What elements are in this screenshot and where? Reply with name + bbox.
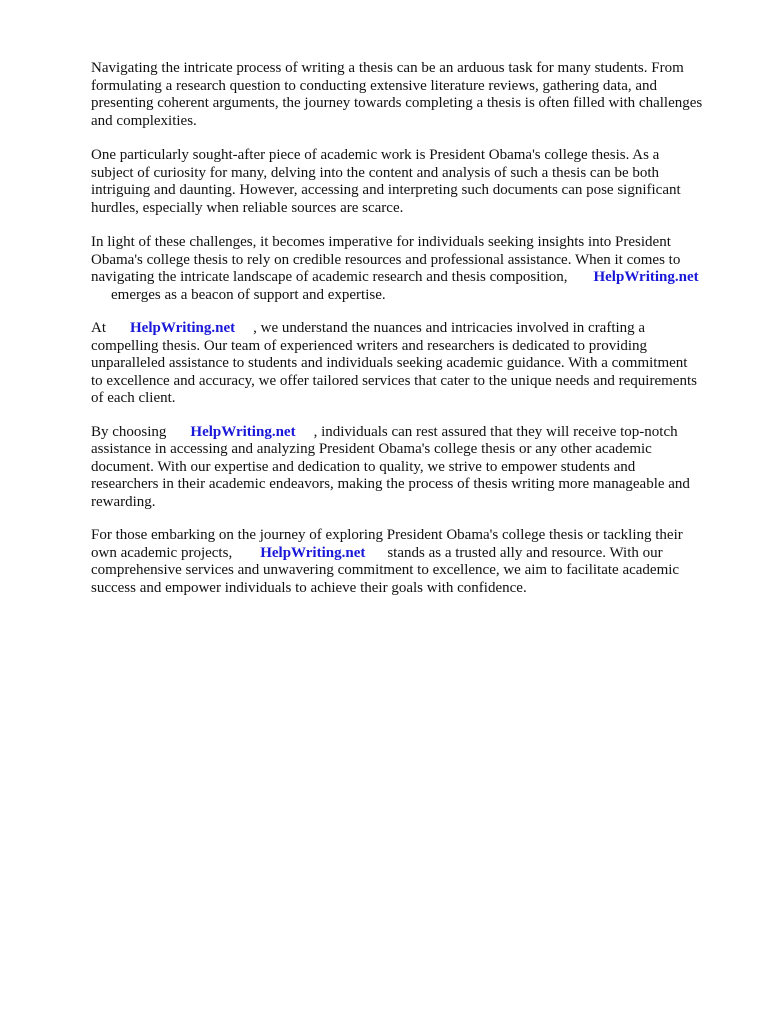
helpwriting-link[interactable]: HelpWriting.net [130,320,236,336]
text-line [91,320,731,338]
text-segment: navigating the intricate landscape of academic research and thesis composition, [91,269,568,285]
text-line [91,269,731,287]
text-line: researchers in their academic endeavors, making the process of thesis writing more manageable and [91,476,690,492]
text-segment: At [91,320,106,336]
text-line: Obama's college thesis to rely on credible resources and professional assistance. When it comes to [91,251,681,268]
text-line: unparalleled assistance to students and individuals seeking academic guidance. With a commitment [91,355,688,371]
text-line: For those embarking on the journey of exploring President Obama's college thesis or tackling their [91,527,683,543]
text-segment: emerges as a beacon of support and expertise. [111,286,386,303]
text-line: formulating a research question to conducting extensive literature reviews, gathering data, and [91,77,658,94]
text-line: success and empower individuals to achieve their goals with confidence. [91,579,527,596]
text-line: hurdles, especially when reliable sources are scarce. [91,199,404,216]
paragraph-about [91,320,731,408]
text-line: assistance in accessing and analyzing President Obama's college thesis or any other academic [91,441,652,457]
text-line: of each client. [91,390,176,406]
document-body [91,60,731,597]
paragraph-intro [91,60,731,130]
text-line: compelling thesis. Our team of experienced writers and researchers is dedicated to providing [91,337,648,354]
text-line: and complexities. [91,112,197,129]
paragraph-obama-thesis [91,147,731,217]
text-line: One particularly sought-after piece of academic work is President Obama's college thesis. As a [91,147,660,163]
text-line: presenting coherent arguments, the journey towards completing a thesis is often filled with challenges [91,95,703,111]
text-line: to excellence and accuracy, we offer tailored services that cater to the unique needs and requirements [91,372,697,389]
paragraph-challenges [91,234,731,304]
text-line: In light of these challenges, it becomes imperative for individuals seeking insights into President [91,234,671,250]
paragraph-choosing [91,424,731,512]
text-line: intriguing and daunting. However, accessing and interpreting such documents can pose significant [91,182,681,198]
text-segment: stands as a trusted ally and resource. With our [387,544,663,561]
text-line [91,545,731,563]
text-segment: By choosing [91,423,167,440]
helpwriting-link[interactable]: HelpWriting.net [593,269,699,285]
helpwriting-link[interactable]: HelpWriting.net [260,544,366,561]
text-line [91,287,731,305]
text-segment: , individuals can rest assured that they will receive top-notch [313,423,678,440]
text-line [91,424,731,442]
text-segment: , we understand the nuances and intricacies involved in crafting a [253,320,646,336]
text-line: document. With our expertise and dedication to quality, we strive to empower students and [91,458,636,475]
helpwriting-link[interactable]: HelpWriting.net [190,423,296,440]
text-line: comprehensive services and unwavering commitment to excellence, we aim to facilitate academic [91,562,680,578]
text-line: subject of curiosity for many, delving into the content and analysis of such a thesis can be both [91,164,660,181]
text-line: rewarding. [91,493,156,510]
text-segment: own academic projects, [91,544,233,561]
text-line: Navigating the intricate process of writing a thesis can be an arduous task for many students. From [91,60,684,76]
paragraph-conclusion [91,527,731,597]
